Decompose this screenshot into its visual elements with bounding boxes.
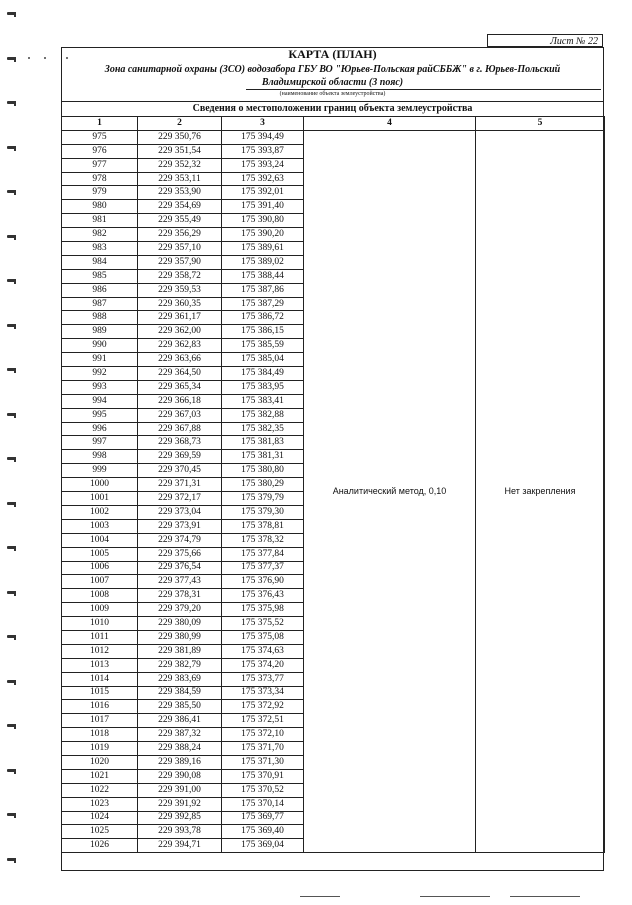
subtitle-line-1: Зона санитарной охраны (ЗСО) водозабора ГБУ ВО "Юрьев-Польская райСББЖ" в г. Юрьев-Польский (104, 64, 561, 75)
point-number-cell: 1015 (62, 686, 138, 700)
point-number-cell: 1022 (62, 783, 138, 797)
x-coordinate-cell: 229 366,18 (138, 394, 222, 408)
binder-mark (7, 146, 16, 149)
y-coordinate-cell: 175 383,95 (222, 380, 304, 394)
y-coordinate-cell: 175 382,88 (222, 408, 304, 422)
y-coordinate-cell: 175 392,63 (222, 172, 304, 186)
y-coordinate-cell: 175 381,83 (222, 436, 304, 450)
point-number-cell: 979 (62, 186, 138, 200)
point-number-cell: 990 (62, 339, 138, 353)
x-coordinate-cell: 229 379,20 (138, 603, 222, 617)
x-coordinate-cell: 229 373,91 (138, 519, 222, 533)
column-header: 3 (222, 117, 304, 131)
scan-edge-line (420, 896, 490, 897)
x-coordinate-cell: 229 385,50 (138, 700, 222, 714)
y-coordinate-cell: 175 375,98 (222, 603, 304, 617)
y-coordinate-cell: 175 386,72 (222, 311, 304, 325)
binder-mark (7, 413, 16, 416)
x-coordinate-cell: 229 389,16 (138, 755, 222, 769)
x-coordinate-cell: 229 365,34 (138, 380, 222, 394)
y-coordinate-cell: 175 369,77 (222, 811, 304, 825)
scan-edge-line (510, 896, 580, 897)
binder-mark (7, 635, 16, 638)
point-number-cell: 984 (62, 255, 138, 269)
scan-edge-line (300, 896, 340, 897)
y-coordinate-cell: 175 378,81 (222, 519, 304, 533)
y-coordinate-cell: 175 374,20 (222, 658, 304, 672)
point-number-cell: 1004 (62, 533, 138, 547)
x-coordinate-cell: 229 353,90 (138, 186, 222, 200)
y-coordinate-cell: 175 380,29 (222, 478, 304, 492)
x-coordinate-cell: 229 356,29 (138, 228, 222, 242)
point-number-cell: 975 (62, 130, 138, 144)
binder-mark (7, 546, 16, 549)
binder-mark (7, 57, 16, 60)
y-coordinate-cell: 175 393,87 (222, 144, 304, 158)
y-coordinate-cell: 175 369,04 (222, 839, 304, 853)
binder-mark (7, 12, 16, 15)
y-coordinate-cell: 175 389,02 (222, 255, 304, 269)
y-coordinate-cell: 175 375,08 (222, 630, 304, 644)
point-number-cell: 977 (62, 158, 138, 172)
subtitle-line-2: Владимирской области (3 пояс) (261, 77, 404, 88)
x-coordinate-cell: 229 392,85 (138, 811, 222, 825)
point-number-cell: 1002 (62, 505, 138, 519)
x-coordinate-cell: 229 368,73 (138, 436, 222, 450)
point-number-cell: 1014 (62, 672, 138, 686)
method-cell: Аналитический метод, 0,10 (304, 130, 476, 852)
x-coordinate-cell: 229 375,66 (138, 547, 222, 561)
y-coordinate-cell: 175 376,43 (222, 589, 304, 603)
x-coordinate-cell: 229 357,90 (138, 255, 222, 269)
x-coordinate-cell: 229 387,32 (138, 728, 222, 742)
y-coordinate-cell: 175 384,49 (222, 367, 304, 381)
y-coordinate-cell: 175 372,51 (222, 714, 304, 728)
x-coordinate-cell: 229 381,89 (138, 644, 222, 658)
table-body (62, 130, 605, 852)
x-coordinate-cell: 229 391,92 (138, 797, 222, 811)
point-number-cell: 1026 (62, 839, 138, 853)
x-coordinate-cell: 229 383,69 (138, 672, 222, 686)
point-number-cell: 1001 (62, 492, 138, 506)
x-coordinate-cell: 229 359,53 (138, 283, 222, 297)
binder-mark (7, 457, 16, 460)
x-coordinate-cell: 229 353,11 (138, 172, 222, 186)
binder-mark (7, 368, 16, 371)
point-number-cell: 1012 (62, 644, 138, 658)
point-number-cell: 1016 (62, 700, 138, 714)
point-number-cell: 987 (62, 297, 138, 311)
binder-mark (7, 813, 16, 816)
point-number-cell: 976 (62, 144, 138, 158)
y-coordinate-cell: 175 379,79 (222, 492, 304, 506)
point-number-cell: 993 (62, 380, 138, 394)
scan-dot (44, 57, 46, 59)
point-number-cell: 982 (62, 228, 138, 242)
y-coordinate-cell: 175 389,61 (222, 242, 304, 256)
y-coordinate-cell: 175 390,20 (222, 228, 304, 242)
point-number-cell: 1017 (62, 714, 138, 728)
document-title: КАРТА (ПЛАН) (288, 47, 377, 61)
y-coordinate-cell: 175 369,40 (222, 825, 304, 839)
fixation-cell: Нет закрепления (476, 130, 605, 852)
y-coordinate-cell: 175 385,04 (222, 353, 304, 367)
x-coordinate-cell: 229 350,76 (138, 130, 222, 144)
point-number-cell: 985 (62, 269, 138, 283)
point-number-cell: 998 (62, 450, 138, 464)
column-header: 5 (476, 117, 605, 131)
binder-mark (7, 680, 16, 683)
x-coordinate-cell: 229 373,04 (138, 505, 222, 519)
scan-dot (28, 57, 30, 59)
y-coordinate-cell: 175 374,63 (222, 644, 304, 658)
y-coordinate-cell: 175 392,01 (222, 186, 304, 200)
x-coordinate-cell: 229 371,31 (138, 478, 222, 492)
x-coordinate-cell: 229 367,88 (138, 422, 222, 436)
point-number-cell: 1024 (62, 811, 138, 825)
y-coordinate-cell: 175 373,34 (222, 686, 304, 700)
x-coordinate-cell: 229 380,99 (138, 630, 222, 644)
y-coordinate-cell: 175 388,44 (222, 269, 304, 283)
binder-mark (7, 769, 16, 772)
x-coordinate-cell: 229 372,17 (138, 492, 222, 506)
column-header: 4 (304, 117, 476, 131)
y-coordinate-cell: 175 387,29 (222, 297, 304, 311)
y-coordinate-cell: 175 371,30 (222, 755, 304, 769)
binder-mark (7, 101, 16, 104)
object-caption: (наименование объекта землеустройства) (279, 91, 386, 97)
point-number-cell: 1010 (62, 617, 138, 631)
point-number-cell: 1025 (62, 825, 138, 839)
document-subtitle (76, 63, 589, 89)
y-coordinate-cell: 175 377,84 (222, 547, 304, 561)
y-coordinate-cell: 175 372,10 (222, 728, 304, 742)
x-coordinate-cell: 229 388,24 (138, 742, 222, 756)
x-coordinate-cell: 229 377,43 (138, 575, 222, 589)
y-coordinate-cell: 175 387,86 (222, 283, 304, 297)
x-coordinate-cell: 229 363,66 (138, 353, 222, 367)
y-coordinate-cell: 175 378,32 (222, 533, 304, 547)
point-number-cell: 991 (62, 353, 138, 367)
y-coordinate-cell: 175 372,92 (222, 700, 304, 714)
point-number-cell: 996 (62, 422, 138, 436)
binder-mark (7, 858, 16, 861)
binder-mark (7, 190, 16, 193)
point-number-cell: 1009 (62, 603, 138, 617)
binder-mark (7, 324, 16, 327)
point-number-cell: 1005 (62, 547, 138, 561)
x-coordinate-cell: 229 351,54 (138, 144, 222, 158)
point-number-cell: 1007 (62, 575, 138, 589)
point-number-cell: 1013 (62, 658, 138, 672)
y-coordinate-cell: 175 391,40 (222, 200, 304, 214)
point-number-cell: 1011 (62, 630, 138, 644)
point-number-cell: 983 (62, 242, 138, 256)
point-number-cell: 986 (62, 283, 138, 297)
point-number-cell: 978 (62, 172, 138, 186)
point-number-cell: 980 (62, 200, 138, 214)
point-number-cell: 997 (62, 436, 138, 450)
y-coordinate-cell: 175 370,52 (222, 783, 304, 797)
x-coordinate-cell: 229 358,72 (138, 269, 222, 283)
point-number-cell: 989 (62, 325, 138, 339)
y-coordinate-cell: 175 393,24 (222, 158, 304, 172)
point-number-cell: 1018 (62, 728, 138, 742)
y-coordinate-cell: 175 373,77 (222, 672, 304, 686)
x-coordinate-cell: 229 362,00 (138, 325, 222, 339)
x-coordinate-cell: 229 374,79 (138, 533, 222, 547)
x-coordinate-cell: 229 355,49 (138, 214, 222, 228)
x-coordinate-cell: 229 380,09 (138, 617, 222, 631)
y-coordinate-cell: 175 382,35 (222, 422, 304, 436)
binder-mark (7, 724, 16, 727)
sheet-number: Лист № 22 (487, 34, 603, 47)
binder-marks (0, 0, 60, 905)
point-number-cell: 1023 (62, 797, 138, 811)
y-coordinate-cell: 175 383,41 (222, 394, 304, 408)
table-row (62, 130, 605, 144)
y-coordinate-cell: 175 371,70 (222, 742, 304, 756)
x-coordinate-cell: 229 367,03 (138, 408, 222, 422)
x-coordinate-cell: 229 361,17 (138, 311, 222, 325)
y-coordinate-cell: 175 379,30 (222, 505, 304, 519)
y-coordinate-cell: 175 377,37 (222, 561, 304, 575)
y-coordinate-cell: 175 370,91 (222, 769, 304, 783)
y-coordinate-cell: 175 380,80 (222, 464, 304, 478)
point-number-cell: 1008 (62, 589, 138, 603)
point-number-cell: 1000 (62, 478, 138, 492)
point-number-cell: 994 (62, 394, 138, 408)
point-number-cell: 1003 (62, 519, 138, 533)
x-coordinate-cell: 229 369,59 (138, 450, 222, 464)
point-number-cell: 1019 (62, 742, 138, 756)
point-number-cell: 1021 (62, 769, 138, 783)
x-coordinate-cell: 229 391,00 (138, 783, 222, 797)
binder-mark (7, 235, 16, 238)
section-title: Сведения о местоположении границ объекта землеустройства (61, 101, 604, 116)
y-coordinate-cell: 175 394,49 (222, 130, 304, 144)
y-coordinate-cell: 175 385,59 (222, 339, 304, 353)
point-number-cell: 1020 (62, 755, 138, 769)
x-coordinate-cell: 229 382,79 (138, 658, 222, 672)
point-number-cell: 1006 (62, 561, 138, 575)
table-header-row (62, 117, 605, 131)
y-coordinate-cell: 175 375,52 (222, 617, 304, 631)
y-coordinate-cell: 175 386,15 (222, 325, 304, 339)
x-coordinate-cell: 229 364,50 (138, 367, 222, 381)
binder-mark (7, 502, 16, 505)
x-coordinate-cell: 229 362,83 (138, 339, 222, 353)
x-coordinate-cell: 229 370,45 (138, 464, 222, 478)
x-coordinate-cell: 229 376,54 (138, 561, 222, 575)
x-coordinate-cell: 229 357,10 (138, 242, 222, 256)
x-coordinate-cell: 229 384,59 (138, 686, 222, 700)
x-coordinate-cell: 229 354,69 (138, 200, 222, 214)
x-coordinate-cell: 229 386,41 (138, 714, 222, 728)
y-coordinate-cell: 175 376,90 (222, 575, 304, 589)
x-coordinate-cell: 229 360,35 (138, 297, 222, 311)
binder-mark (7, 591, 16, 594)
y-coordinate-cell: 175 370,14 (222, 797, 304, 811)
x-coordinate-cell: 229 352,32 (138, 158, 222, 172)
column-header: 2 (138, 117, 222, 131)
y-coordinate-cell: 175 390,80 (222, 214, 304, 228)
column-header: 1 (62, 117, 138, 131)
point-number-cell: 999 (62, 464, 138, 478)
x-coordinate-cell: 229 394,71 (138, 839, 222, 853)
binder-mark (7, 279, 16, 282)
y-coordinate-cell: 175 381,31 (222, 450, 304, 464)
x-coordinate-cell: 229 378,31 (138, 589, 222, 603)
point-number-cell: 981 (62, 214, 138, 228)
x-coordinate-cell: 229 390,08 (138, 769, 222, 783)
point-number-cell: 988 (62, 311, 138, 325)
point-number-cell: 995 (62, 408, 138, 422)
x-coordinate-cell: 229 393,78 (138, 825, 222, 839)
point-number-cell: 992 (62, 367, 138, 381)
coordinates-table (61, 116, 605, 853)
